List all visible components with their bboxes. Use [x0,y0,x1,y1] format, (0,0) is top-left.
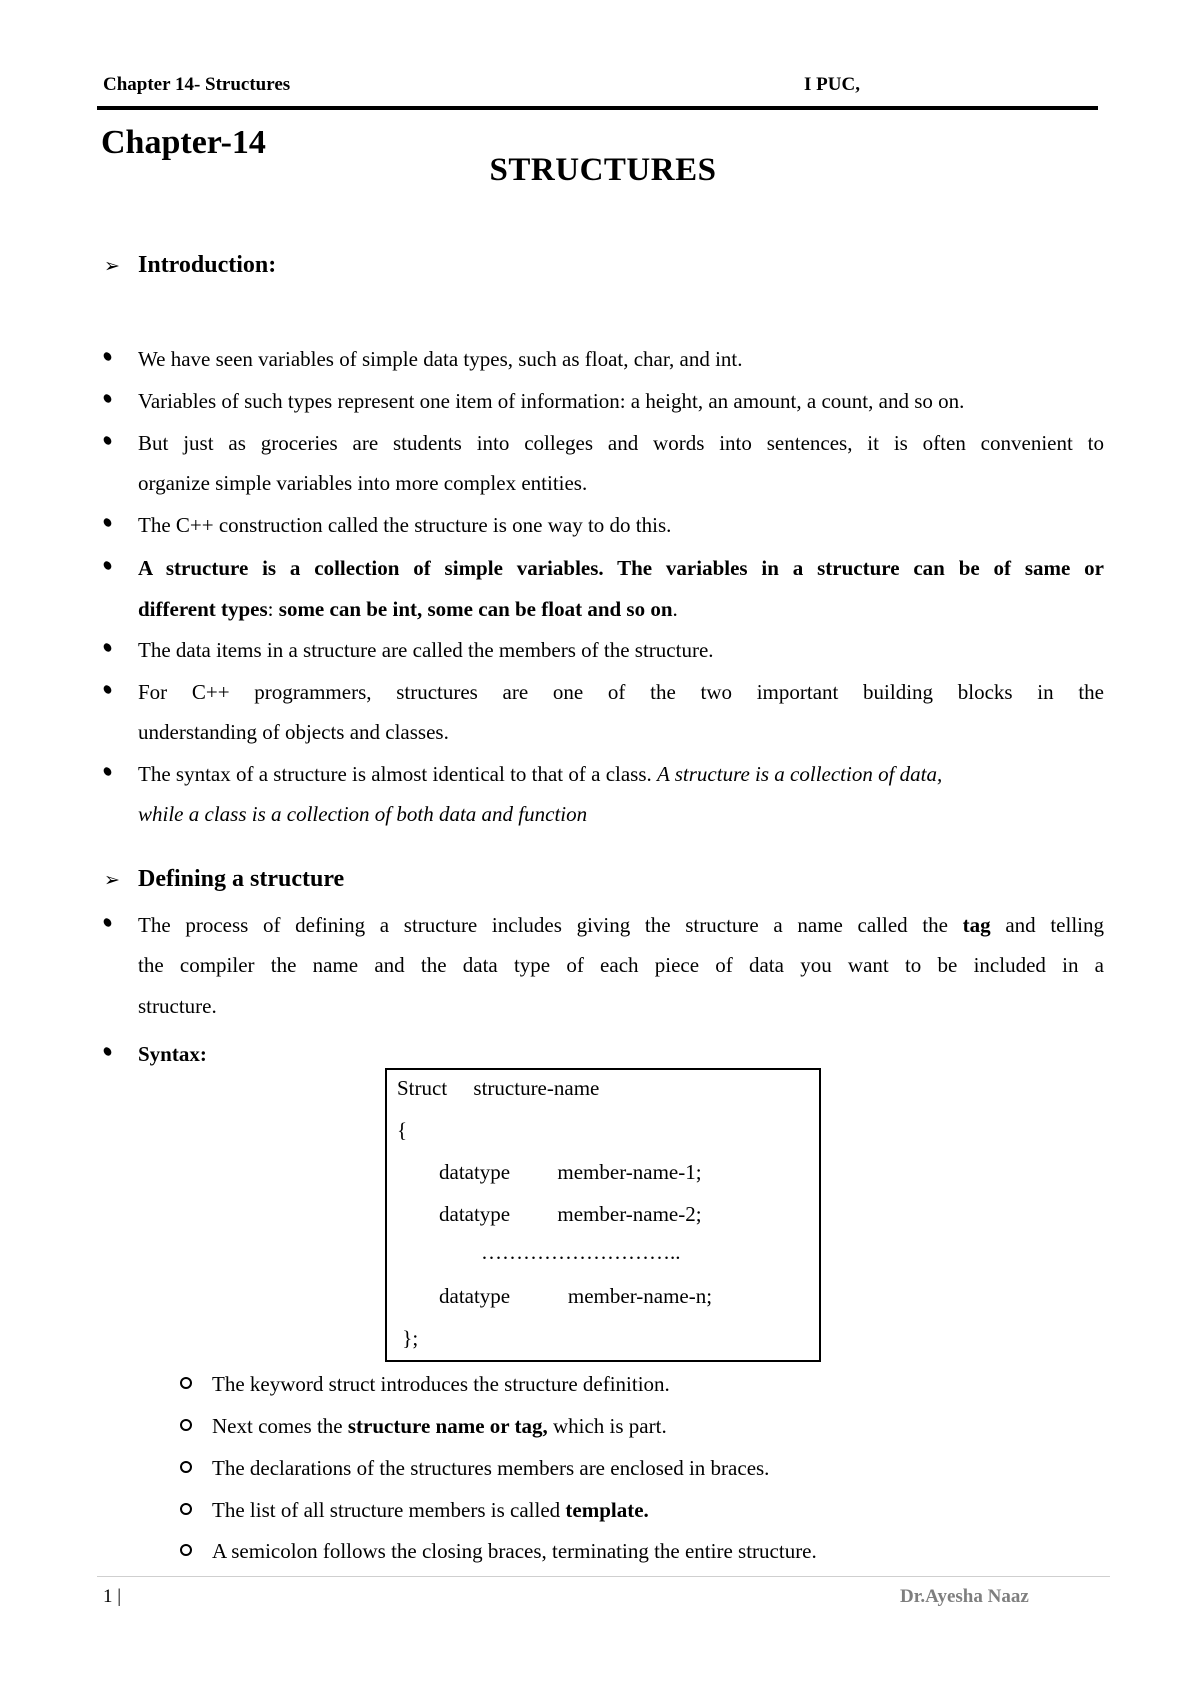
punctuation: . [672,597,678,621]
circle-bullet-icon [180,1544,192,1556]
code-line: datatype member-name-n; [397,1284,713,1308]
emphasis-text: tag [962,913,991,937]
sub-list-item [212,1414,667,1438]
circle-bullet-icon [180,1503,192,1515]
page-title: STRUCTURES [489,152,717,188]
section-heading-text: Introduction: [138,252,277,278]
code-line: }; [397,1326,419,1350]
punctuation: : [267,597,279,621]
section-heading-defining [104,866,344,893]
sub-list-item: The declarations of the structures members are enclosed in braces. [212,1456,770,1480]
bullet-icon [102,642,113,653]
bullet-icon [102,351,113,362]
plain-text: The process of defining a structure includes giving the structure a name called the [138,913,963,937]
running-header-class: I PUC, [804,74,860,95]
list-item: But just as groceries are students into colleges and words into sentences, it is often convenient to [138,431,1104,455]
syntax-label: Syntax: [138,1042,207,1066]
footer-rule [97,1576,1110,1577]
list-item-continuation: understanding of objects and classes. [138,720,449,744]
code-line: datatype member-name-2; [397,1202,702,1226]
running-header-title: Chapter 14- Structures [103,74,291,95]
code-line: { [397,1118,408,1142]
emphasis-text: template. [565,1498,649,1522]
emphasis-text: some can be int, some can be float and so on [278,597,673,621]
sub-list-item: A semicolon follows the closing braces, terminating the entire structure. [212,1539,817,1563]
list-item-continuation: structure. [138,994,217,1018]
circle-bullet-icon [180,1377,192,1389]
bullet-icon [102,393,113,404]
list-item-continuation [138,597,678,621]
arrow-bullet-icon: ➢ [104,254,120,277]
italic-text: A structure is a collection of data, [657,762,943,786]
list-item: The data items in a structure are called the members of the structure. [138,638,714,662]
emphasis-text: different types [138,597,268,621]
arrow-bullet-icon: ➢ [104,868,120,891]
list-item [138,913,1104,937]
code-line: datatype member-name-1; [397,1160,702,1184]
code-line: ……………………….. [397,1240,681,1264]
emphasis-text: structure name or tag, [347,1414,548,1438]
syntax-code-box [385,1068,821,1362]
bullet-icon [102,917,113,928]
list-item: The C++ construction called the structure is one way to do this. [138,513,672,537]
bullet-icon [102,517,113,528]
list-item: We have seen variables of simple data types, such as float, char, and int. [138,347,743,371]
section-heading-introduction [104,252,276,279]
circle-bullet-icon [180,1419,192,1431]
author-name: Dr.Ayesha Naaz [900,1586,1029,1607]
plain-text: The list of all structure members is called [212,1498,566,1522]
bullet-icon [102,684,113,695]
page-number: 1 | [103,1586,122,1607]
code-line: Struct structure-name [397,1076,600,1100]
sub-list-item: The keyword struct introduces the structure definition. [212,1372,670,1396]
plain-text: Next comes the [212,1414,348,1438]
list-item: Variables of such types represent one item of information: a height, an amount, a count, and so on. [138,389,965,413]
list-item-continuation: the compiler the name and the data type of each piece of data you want to be included in a [138,953,1104,977]
circle-bullet-icon [180,1461,192,1473]
chapter-label: Chapter-14 [101,124,266,161]
plain-text: and telling [990,913,1104,937]
section-heading-text: Defining a structure [138,866,345,892]
bullet-icon [102,435,113,446]
list-item-continuation: while a class is a collection of both data and function [138,802,588,826]
list-item-definition: A structure is a collection of simple variables. The variables in a structure can be of same or [138,556,1104,580]
plain-text: The syntax of a structure is almost identical to that of a class. [138,762,658,786]
header-rule [97,106,1098,110]
bullet-icon [102,560,113,571]
list-item: For C++ programmers, structures are one of the two important building blocks in the [138,680,1104,704]
list-item-continuation: organize simple variables into more complex entities. [138,471,588,495]
bullet-icon [102,766,113,777]
list-item [138,762,942,786]
sub-list-item [212,1498,649,1522]
plain-text: which is part. [547,1414,667,1438]
bullet-icon [102,1046,113,1057]
